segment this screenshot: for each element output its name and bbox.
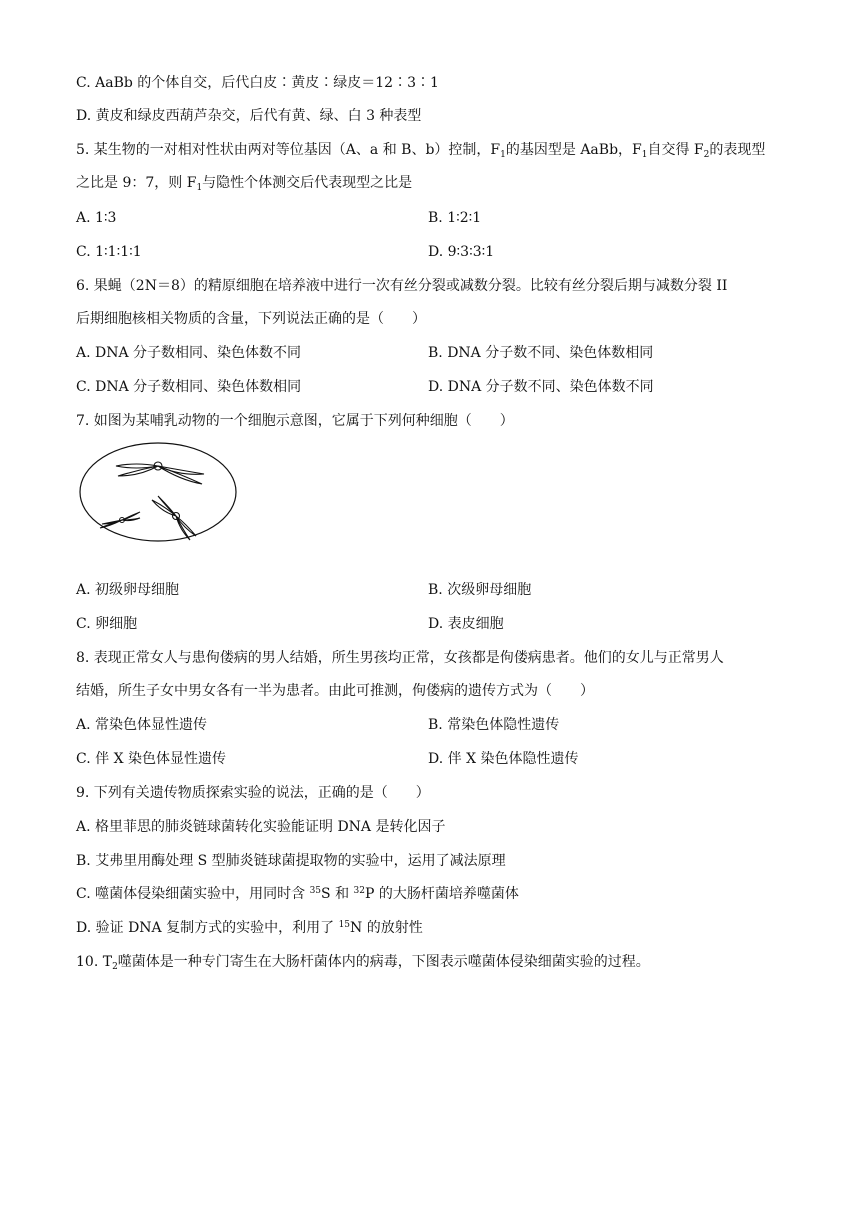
q8-option-b: B. 常染色体隐性遗传 (428, 717, 560, 733)
q8-option-d: D. 伴 X 染色体隐性遗传 (428, 751, 579, 767)
q8-option-a: A. 常染色体显性遗传 (76, 717, 208, 733)
q7-stem: 7. 如图为某哺乳动物的一个细胞示意图，它属于下列何种细胞（ ） (76, 413, 514, 429)
q7-option-c: C. 卵细胞 (76, 616, 138, 632)
q9-option-d: D. 验证 DNA 复制方式的实验中，利用了 $^{15}$N 的放射性 (76, 920, 423, 936)
q9-option-a: A. 格里菲思的肺炎链球菌转化实验能证明 DNA 是转化因子 (76, 819, 446, 835)
q5-option-a: A. 1∶3 (76, 210, 117, 226)
q9-option-b: B. 艾弗里用酶处理 S 型肺炎链球菌提取物的实验中，运用了减法原理 (76, 853, 506, 869)
q5-option-b: B. 1∶2∶1 (428, 210, 482, 226)
q7-option-a: A. 初级卵母细胞 (76, 582, 180, 598)
cell-diagram (76, 440, 240, 544)
q4-option-c: C. AaBb 的个体自交，后代白皮∶黄皮∶绿皮＝12∶3∶1 (76, 75, 439, 91)
q8-stem-line2: 结婚，所生子女中男女各有一半为患者。由此可推测，佝偻病的遗传方式为（ ） (76, 683, 594, 699)
q6-stem-line1: 6. 果蝇（2N＝8）的精原细胞在培养液中进行一次有丝分裂或减数分裂。比较有丝分裂后期与减数分裂 II (76, 278, 728, 294)
q7-option-d: D. 表皮细胞 (428, 616, 504, 632)
chromosome-pair-left (100, 512, 140, 528)
q9-stem: 9. 下列有关遗传物质探索实验的说法，正确的是（ ） (76, 785, 430, 801)
q5-option-c: C. 1∶1∶1∶1 (76, 244, 142, 260)
q4-option-d: D. 黄皮和绿皮西葫芦杂交，后代有黄、绿、白 3 种表型 (76, 108, 422, 124)
q5-stem-line1: 5. 某生物的一对相对性状由两对等位基因（A、a 和 B、b）控制，$F_1$的基因型是 AaBb，$F_1$自交得 $F_2$的表现型 (76, 142, 766, 160)
q6-option-a: A. DNA 分子数相同、染色体数不同 (76, 345, 302, 361)
q5-option-d: D. 9∶3∶3∶1 (428, 244, 495, 260)
q6-stem-line2: 后期细胞核相关物质的含量，下列说法正确的是（ ） (76, 311, 426, 327)
chromosome-pair-right (152, 496, 196, 540)
q8-stem-line1: 8. 表现正常女人与患佝偻病的男人结婚，所生男孩均正常，女孩都是佝偻病患者。他们的女儿与正常男人 (76, 650, 724, 666)
q10-stem: 10. $T_2$噬菌体是一种专门寄生在大肠杆菌体内的病毒，下图表示噬菌体侵染细菌实验的过程。 (76, 954, 650, 972)
q5-stem-line2: 之比是 9：7，则 $F_1$与隐性个体测交后代表现型之比是 (76, 175, 413, 193)
q6-option-b: B. DNA 分子数不同、染色体数相同 (428, 345, 654, 361)
q7-option-b: B. 次级卵母细胞 (428, 582, 532, 598)
q6-option-d: D. DNA 分子数不同、染色体数不同 (428, 379, 654, 395)
chromosome-pair-top (116, 462, 204, 484)
q6-option-c: C. DNA 分子数相同、染色体数相同 (76, 379, 302, 395)
q9-option-c: C. 噬菌体侵染细菌实验中，用同时含 $^{35}$S 和 $^{32}$P 的大肠杆菌培养噬菌体 (76, 886, 519, 902)
q8-option-c: C. 伴 X 染色体显性遗传 (76, 751, 226, 767)
